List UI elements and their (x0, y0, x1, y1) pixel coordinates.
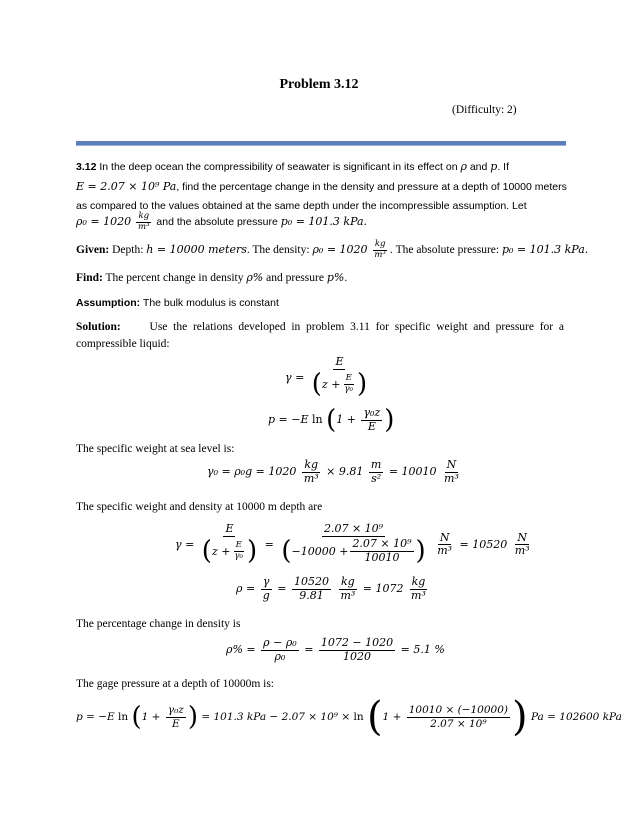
find-line: Find: The percent change in density ρ% and pressure p%. (76, 271, 348, 284)
text-specific-weight-depth: The specific weight and density at 10000 m depth are (76, 501, 323, 513)
assumption-line: Assumption: The bulk modulus is constant (76, 297, 279, 309)
equation-rho: ρ = $\frac{\gamma}{g}$ = $\frac{10520}{9.81}$ $\frac{kg}{\text{m³}}$ = 1072 $\frac{kg}{\text{m³}}$ (236, 575, 426, 602)
equation-pressure: p = −E ln (1 + $\frac{\text{γ₀z}}{E}$ ) (268, 405, 395, 435)
statement-line-4: ρ₀ = 1020 $\frac{kg}{\text{m³}}$ and the absolute pressure p₀ = 101.3 kPa. (76, 211, 368, 232)
equation-gamma: γ = E (z + $\frac{E}{\text{γ₀}}$ ) (285, 355, 368, 399)
equation-gamma-depth: γ = E (z + $\frac{E}{\text{γ₀}}$ ) = 2.07 × 10⁹ (−10000 + $\frac{\text{2.07 × 10⁹}}{10010}$ ) $\frac{N}{\text{m³}}$ = 10520 $\frac{N}{\text{m³}}$ (175, 522, 530, 566)
problem-title: Problem 3.12 (279, 77, 359, 92)
header-divider (76, 141, 566, 146)
given-line: Given: Depth: h = 10000 meters. The density: ρ₀ = 1020 $\frac{kg}{\text{m³}}$ . The absolute pressure: p₀ = 101.3 kPa. (76, 239, 589, 260)
statement-line-1: 3.12 In the deep ocean the compressibility of seawater is significant in its effect on ρ and p. If (76, 160, 510, 173)
text-specific-weight-sea: The specific weight at sea level is: (76, 443, 235, 455)
statement-line-3: as compared to the values obtained at the same depth under the incompressible assumption. Let (76, 200, 527, 212)
equation-rho-percent: ρ% = $\frac{\text{ρ − ρ₀}}{\text{ρ₀}}$ = $\frac{1072 - 1020}{1020}$ = 5.1 % (226, 636, 445, 663)
solution-line-1: Solution: Use the relations developed in problem 3.11 for specific weight and pressure for a (76, 321, 564, 333)
text-gage-pressure: The gage pressure at a depth of 10000m is: (76, 678, 274, 690)
text-percentage-density: The percentage change in density is (76, 618, 241, 630)
difficulty-label: (Difficulty: 2) (452, 104, 517, 116)
statement-line-2: E = 2.07 × 10⁹ Pa, find the percentage change in the density and pressure at a depth of 10000 meters (76, 180, 567, 193)
equation-pressure-final: p = −E ln (1 + $\frac{\text{γ₀z}}{E}$ ) = 101.3 kPa − 2.07 × 10⁹ × ln (1 + $\frac{10010 \times (-10000)}{\text{2.07 × 10⁹}}$ ) Pa = 102600 kPa (76, 694, 622, 740)
solution-line-2: compressible liquid: (76, 338, 170, 350)
equation-gamma0: γ₀ = ρ₀g = 1020 $\frac{kg}{\text{m³}}$ × 9.81 $\frac{m}{\text{s²}}$ = 10010 $\frac{N}{\text{m³}}$ (207, 458, 459, 485)
